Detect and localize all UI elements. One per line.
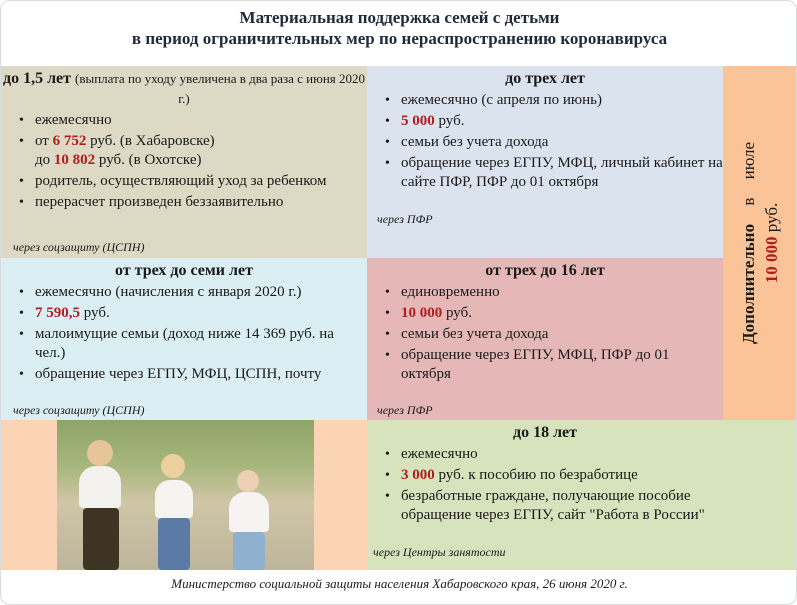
item-suffix: руб. xyxy=(434,113,465,129)
child-shirt xyxy=(79,466,121,508)
amount: 3 000 xyxy=(401,467,435,483)
item-text: родитель, осуществляющий уход за ребенком xyxy=(35,173,327,189)
child-jeans xyxy=(158,518,190,570)
list-item xyxy=(385,112,723,131)
list-item xyxy=(385,283,723,302)
list-item xyxy=(385,133,723,152)
children-photo xyxy=(57,420,314,570)
list-item xyxy=(385,154,723,192)
amount: 7 590,5 xyxy=(35,305,80,321)
item-text: малоимущие семьи (доход ниже 14 369 руб. на чел.) xyxy=(35,326,334,361)
item-text: ежемесячно xyxy=(35,112,112,128)
child-shirt xyxy=(155,480,193,518)
list-item xyxy=(19,325,367,363)
via-note: через соцзащиту (ЦСПН) xyxy=(13,403,145,417)
list-item xyxy=(19,172,367,191)
item-text: семьи без учета дохода xyxy=(401,134,549,150)
via-note: через ПФР xyxy=(377,212,433,226)
item-suffix: руб. xyxy=(761,202,781,237)
item-text: единовременно xyxy=(401,284,500,300)
child-head xyxy=(237,470,259,492)
item-text: обращение через ЕГПУ, МФЦ, личный кабинет на сайте ПФР, ПФР до 01 октября xyxy=(401,155,723,190)
amount: 6 752 xyxy=(52,133,87,149)
list-item xyxy=(19,193,367,212)
item-text: безработные граждане, получающие пособие обращение через ЕГПУ, сайт "Работа в России" xyxy=(401,488,705,523)
cell-under-3 xyxy=(367,66,723,258)
item-text: ежемесячно xyxy=(401,446,478,462)
footer-source: Министерство социальной защиты населения Хабаровского края, 26 июня 2020 г. xyxy=(171,576,628,591)
cell-heading: до трех лет xyxy=(505,70,585,87)
item-suffix: руб. xyxy=(80,305,110,321)
vertical-text xyxy=(738,93,784,393)
amount: 10 802 xyxy=(53,152,96,168)
benefit-list xyxy=(1,111,367,212)
benefit-list xyxy=(367,91,723,192)
list-item xyxy=(385,445,797,464)
item-prefix: от xyxy=(35,133,53,149)
benefit-list xyxy=(1,283,367,384)
item-suffix: руб. xyxy=(442,305,472,321)
cell-under-18 xyxy=(367,420,797,570)
photo-cell xyxy=(1,420,367,570)
item-text: обращение через ЕГПУ, МФЦ, ПФР до 01 октября xyxy=(401,347,670,382)
cell-under-1-5 xyxy=(1,66,367,258)
list-item xyxy=(19,111,367,130)
via-note: через соцзащиту (ЦСПН) xyxy=(13,240,145,254)
cell-heading: до 18 лет xyxy=(512,424,578,441)
list-item xyxy=(385,487,755,525)
item-text: перерасчет произведен беззаявительно xyxy=(35,194,284,210)
cell-heading xyxy=(1,69,367,109)
item-text: обращение через ЕГПУ, МФЦ, ЦСПН, почту xyxy=(35,366,322,382)
item-text: ежемесячно (с апреля по июнь) xyxy=(401,92,602,108)
list-item xyxy=(19,283,367,302)
amount: 5 000 xyxy=(401,113,435,129)
list-item xyxy=(19,304,367,323)
heading-note: (выплата по уходу увеличена в два раза с июня 2020 г.) xyxy=(75,71,366,106)
benefit-list xyxy=(367,283,723,384)
list-item xyxy=(385,325,723,344)
heading-text: до 1,5 лет xyxy=(2,70,72,87)
cell-heading: от трех до 16 лет xyxy=(485,262,605,279)
page-title xyxy=(1,7,797,49)
list-item xyxy=(19,132,367,170)
amount: 10 000 xyxy=(401,305,443,321)
list-item xyxy=(385,304,723,323)
item-suffix: руб. (в Охотске) xyxy=(95,152,202,168)
additional-when: в июле xyxy=(738,141,758,206)
item-text: семьи без учета дохода xyxy=(401,326,549,342)
additional-line-2 xyxy=(760,93,784,393)
child-shirt xyxy=(229,492,269,532)
item-suffix: руб. к пособию по безработице xyxy=(434,467,638,483)
child-head xyxy=(87,440,113,466)
amount: 10 000 xyxy=(761,236,781,284)
via-note: через Центры занятости xyxy=(373,545,506,559)
item-prefix: до xyxy=(35,152,54,168)
via-note: через ПФР xyxy=(377,403,433,417)
benefit-list xyxy=(367,445,797,525)
vertical-text-block xyxy=(723,66,797,420)
list-item xyxy=(385,91,723,110)
list-item xyxy=(385,346,723,384)
additional-line-1 xyxy=(738,93,760,393)
list-item xyxy=(385,466,797,485)
cell-additional xyxy=(723,66,797,420)
item-suffix: руб. (в Хабаровске) xyxy=(86,133,215,149)
child-head xyxy=(161,454,185,478)
child-pants xyxy=(83,508,119,570)
item-text: ежемесячно (начисления с января 2020 г.) xyxy=(35,284,302,300)
additional-label: Дополнительно xyxy=(738,223,758,345)
child-jeans xyxy=(233,532,265,570)
cell-heading: от трех до семи лет xyxy=(115,262,253,279)
cell-3-to-7 xyxy=(1,258,367,420)
title-line-2: в период ограничительных мер по нераспространению коронавируса xyxy=(131,29,668,48)
title-line-1: Материальная поддержка семей с детьми xyxy=(239,8,560,27)
list-item xyxy=(19,365,367,384)
cell-3-to-16 xyxy=(367,258,723,420)
